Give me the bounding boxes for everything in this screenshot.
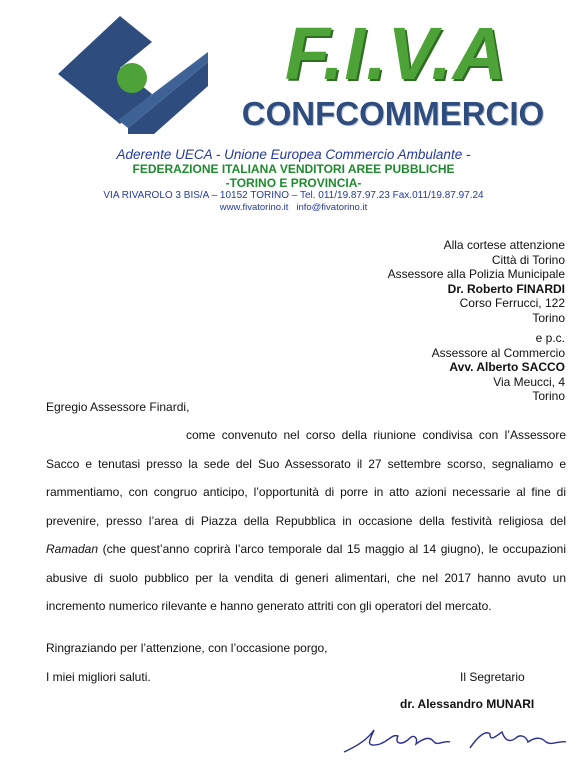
closing-line-1: Ringraziando per l’attenzione, con l’occasione porgo, <box>46 641 328 655</box>
association-line-1: Aderente UECA - Unione Europea Commercio Ambulante - <box>116 147 471 162</box>
cc-name: Avv. Alberto SACCO <box>449 360 565 374</box>
handwritten-signature <box>340 722 570 756</box>
recipient-city: Torino <box>532 310 565 325</box>
website-link[interactable]: www.fivatorino.it <box>219 202 289 213</box>
cc-block <box>432 331 565 404</box>
cc-label: e p.c. <box>535 331 565 345</box>
recipient-line: Alla cortese attenzione <box>443 238 565 252</box>
cc-city: Torino <box>532 389 565 403</box>
letter-body <box>46 421 566 621</box>
ramadan-text: Ramadan <box>46 542 99 556</box>
closing-line-2: I miei migliori saluti. <box>46 670 151 684</box>
association-address: VIA RIVAROLO 3 BIS/A – 10152 TORINO – Tel. 011/19.87.97.23 Fax.011/19.87.97.24 <box>103 190 484 201</box>
greeting: Egregio Assessore Finardi, <box>46 400 190 414</box>
cc-street: Via Meucci, 4 <box>493 374 565 389</box>
email-link[interactable]: info@fivatorino.it <box>296 202 368 213</box>
recipient-name: Dr. Roberto FINARDI <box>447 281 565 296</box>
logo-subtitle: CONFCOMMERCIO <box>241 95 545 132</box>
signatory-role: Il Segretario <box>460 670 525 684</box>
body-text-part-1: come convenuto nel corso della riunione condivisa con l’Assessore Sacco e tenutasi presso la sede del Suo Assessorato il 27 settembre scorso, segnaliamo e rammentiamo, con congruo anticipo, l’opportunità di porre in atto azioni necessarie al fine di prevenire, presso l’area di Piazza della Repubblica in occasione della festività religiosa del <box>46 428 566 528</box>
body-text-part-2: (che quest’anno coprirà l’arco temporale dal 15 maggio al 14 giugno), le occupazioni abusive di suolo pubblico per la vendita di generi alimentari, che nel 2017 hanno avuto un incremento numerico rilevante e hanno generato attriti con gli operatori del mercato. <box>46 542 566 613</box>
recipient-block <box>388 238 565 325</box>
recipient-line: Assessore alla Polizia Municipale <box>387 267 565 281</box>
association-contacts <box>0 202 587 213</box>
recipient-line: Città di Torino <box>491 252 565 267</box>
signatory-name: dr. Alessandro MUNARI <box>400 697 535 711</box>
association-line-3: -TORINO E PROVINCIA- <box>225 176 362 190</box>
logo-title: F.I.V.A <box>284 12 508 95</box>
association-line-2: FEDERAZIONE ITALIANA VENDITORI AREE PUBBLICHE <box>132 162 455 176</box>
cc-line: Assessore al Commercio <box>431 345 565 360</box>
fiva-logo-icon <box>58 16 218 134</box>
recipient-street: Corso Ferrucci, 122 <box>459 296 565 310</box>
